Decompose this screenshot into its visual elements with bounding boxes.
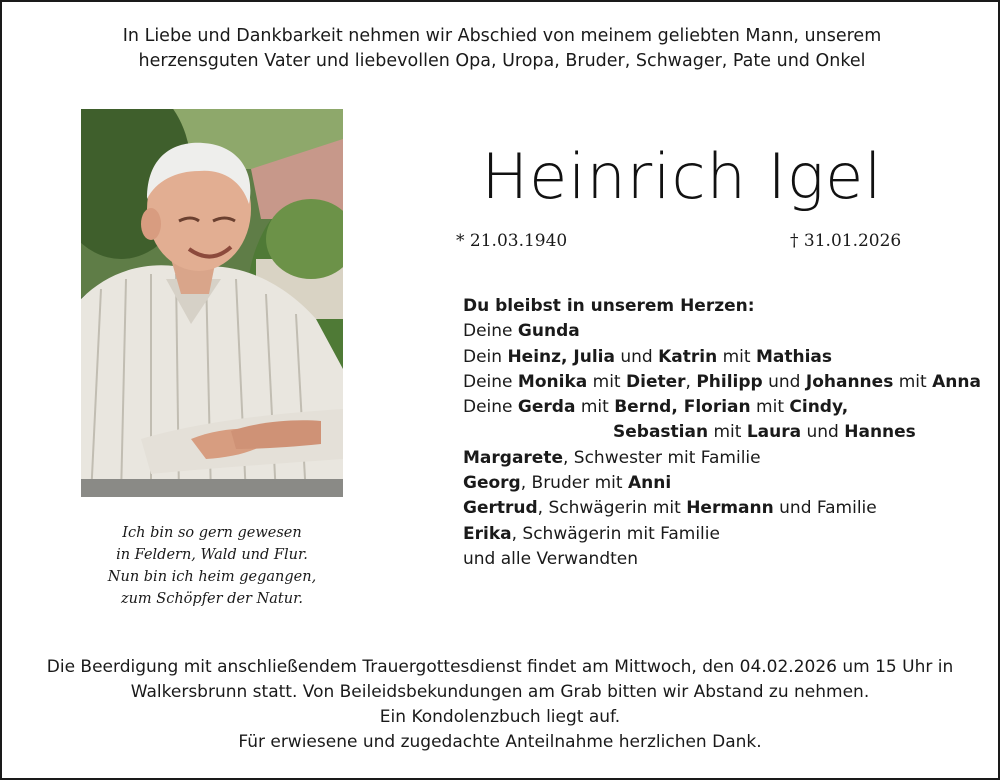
intro-text — [62, 24, 942, 74]
mourner-row: Erika, Schwägerin mit Familie — [463, 523, 720, 544]
portrait-illustration — [81, 109, 343, 497]
funeral-info-line: Für erwiesene und zugedachte Anteilnahme herzlichen Dank. — [238, 732, 762, 752]
poem-line: zum Schöpfer der Natur. — [120, 591, 304, 607]
deceased-name: Heinrich Igel — [481, 140, 883, 213]
mourners-list — [463, 294, 983, 572]
death-date: † 31.01.2026 — [790, 231, 902, 251]
birth-date: * 21.03.1940 — [456, 231, 568, 251]
poem-line: Nun bin ich heim gegangen, — [107, 569, 317, 585]
mourners-heading: Du bleibst in unserem Herzen: — [463, 296, 755, 316]
mourner-row: Dein Heinz, Julia und Katrin mit Mathias — [463, 346, 833, 367]
mourner-row: Sebastian mit Laura und Hannes — [613, 422, 916, 443]
portrait-photo — [81, 109, 343, 497]
mourner-row: Gertrud, Schwägerin mit Hermann und Familie — [463, 498, 877, 519]
poem-line: Ich bin so gern gewesen — [122, 525, 302, 541]
funeral-info-line: Die Beerdigung mit anschließendem Trauergottesdienst findet am Mittwoch, den 04.02.2026 um 15 Uhr in — [46, 657, 954, 677]
mourner-row: Deine Gunda — [463, 321, 580, 342]
funeral-info-line: Walkersbrunn statt. Von Beileidsbekundungen am Grab bitten wir Abstand zu nehmen. — [130, 682, 870, 702]
intro-line: herzensguten Vater und liebevollen Opa, Uropa, Bruder, Schwager, Pate und Onkel — [138, 51, 866, 71]
funeral-info-line: Ein Kondolenzbuch liegt auf. — [379, 707, 621, 727]
mourner-row: und alle Verwandten — [463, 548, 639, 569]
funeral-info — [22, 655, 978, 755]
mourner-row: Margarete, Schwester mit Familie — [463, 447, 761, 468]
poem-line: in Feldern, Wald und Flur. — [116, 547, 308, 563]
mourner-row: Georg, Bruder mit Anni — [463, 473, 672, 494]
memorial-poem — [81, 522, 343, 610]
intro-line: In Liebe und Dankbarkeit nehmen wir Abschied von meinem geliebten Mann, unserem — [122, 26, 882, 46]
mourner-row: Deine Gerda mit Bernd, Florian mit Cindy, — [463, 397, 849, 418]
mourner-row: Deine Monika mit Dieter, Philipp und Johannes mit Anna — [463, 371, 981, 392]
